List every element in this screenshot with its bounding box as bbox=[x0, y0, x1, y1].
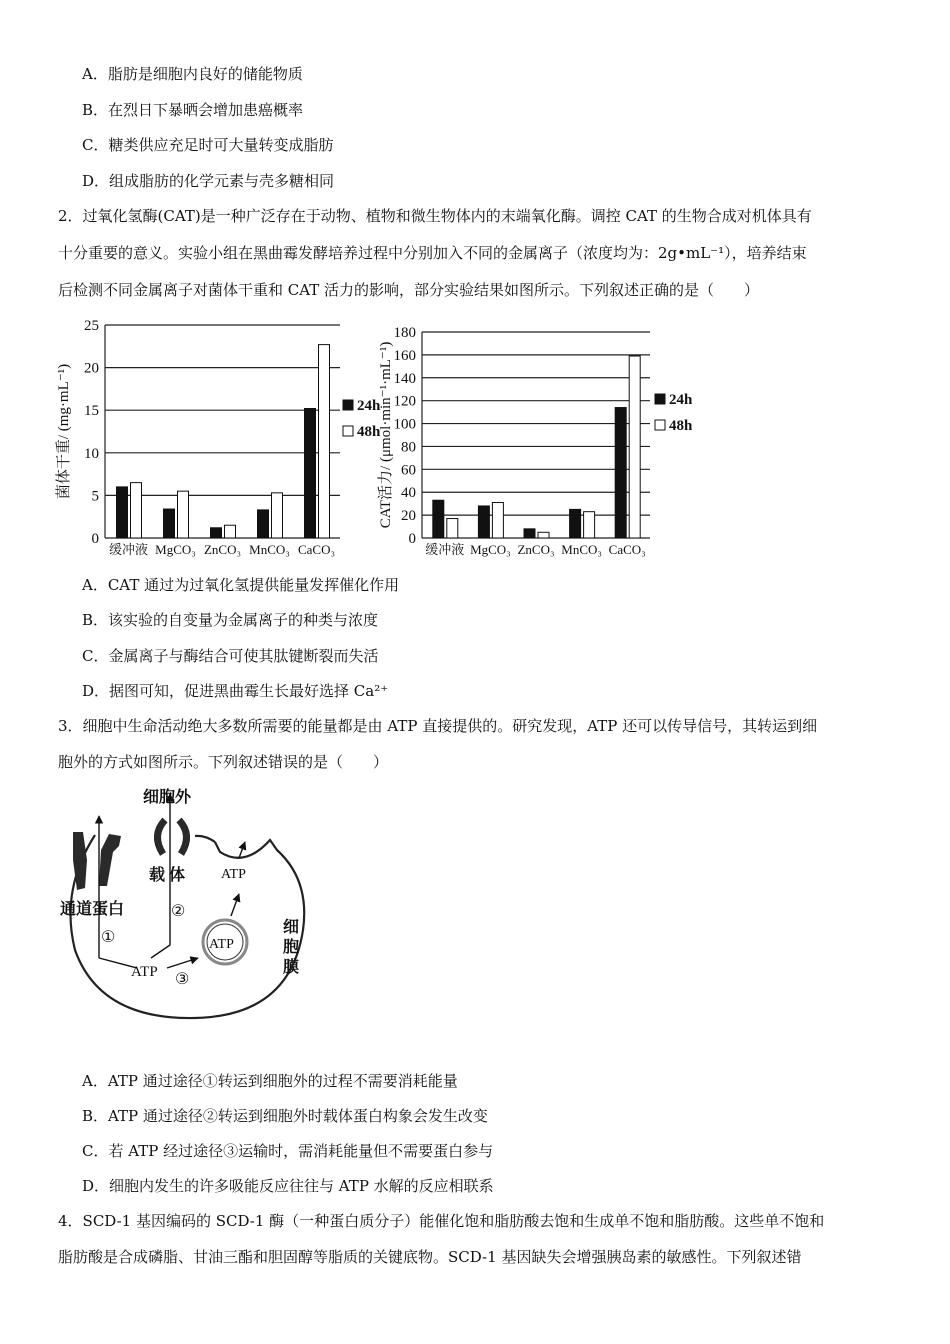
legend-label: 48h bbox=[669, 418, 693, 434]
y-tick-label: 5 bbox=[91, 488, 99, 505]
label-carrier: 载 体 bbox=[149, 867, 186, 884]
y-tick-label: 80 bbox=[401, 439, 416, 456]
legend-swatch bbox=[343, 426, 353, 436]
y-tick-label: 20 bbox=[84, 360, 99, 377]
bar-24h bbox=[117, 487, 128, 538]
y-axis-label: CAT活力/ (μmol·min⁻¹·mL⁻¹) bbox=[378, 341, 394, 529]
bar-24h bbox=[305, 408, 316, 538]
carrier-protein bbox=[157, 820, 165, 854]
x-tick-label: ZnCO₃ bbox=[517, 542, 555, 557]
q1-option-b: B．在烈日下暴晒会增加患癌概率 bbox=[82, 101, 304, 119]
y-tick-label: 120 bbox=[393, 393, 416, 410]
legend-label: 24h bbox=[357, 398, 381, 414]
y-tick-label: 160 bbox=[393, 347, 416, 364]
bar-24h bbox=[433, 500, 444, 538]
y-tick-label: 60 bbox=[401, 462, 416, 479]
label-atp-vesicle: ATP bbox=[209, 937, 234, 952]
q2-stem-line-2: 十分重要的意义。实验小组在黑曲霉发酵培养过程中分别加入不同的金属离子（浓度均为：2g•mL⁻¹），培养结束 bbox=[58, 244, 807, 262]
label-route-3: ③ bbox=[175, 971, 190, 988]
bar-24h bbox=[164, 509, 175, 538]
label-atp-inside: ATP bbox=[131, 964, 158, 980]
x-tick-label: MnCO₃ bbox=[249, 542, 290, 557]
x-tick-label: CaCO₃ bbox=[297, 542, 336, 557]
q2-charts bbox=[50, 310, 693, 570]
bar-48h bbox=[629, 356, 640, 538]
q2-option-d: D．据图可知，促进黑曲霉生长最好选择 Ca²⁺ bbox=[82, 682, 389, 700]
q3-option-b: B．ATP 通过途径②转运到细胞外时载体蛋白构象会发生改变 bbox=[82, 1107, 488, 1125]
q3-stem-line-1: 3．细胞中生命活动绝大多数所需要的能量都是由 ATP 直接提供的。研究发现，ATP 还可以传导信号，其转运到细 bbox=[58, 717, 818, 735]
label-route-2: ② bbox=[171, 903, 186, 920]
bar-48h bbox=[225, 525, 236, 538]
atp-transport-diagram bbox=[55, 780, 325, 1040]
bar-48h bbox=[538, 532, 549, 538]
q2-option-c: C．金属离子与酶结合可使其肽键断裂而失活 bbox=[82, 647, 379, 665]
y-axis-label: 菌体干重/ (mg·mL⁻¹) bbox=[56, 363, 72, 500]
label-atp-outside: ATP bbox=[221, 867, 246, 882]
x-tick-label: 缓冲液 bbox=[425, 542, 465, 557]
q3-stem-line-2: 胞外的方式如图所示。下列叙述错误的是（ ） bbox=[58, 753, 389, 771]
label-membrane-3: 膜 bbox=[283, 959, 300, 976]
q3-option-c: C．若 ATP 经过途径③运输时，需消耗能量但不需要蛋白参与 bbox=[82, 1142, 494, 1160]
bar-24h bbox=[478, 506, 489, 538]
y-tick-label: 10 bbox=[84, 445, 99, 462]
bar-48h bbox=[584, 512, 595, 538]
q2-option-a: A．CAT 通过为过氧化氢提供能量发挥催化作用 bbox=[82, 576, 400, 594]
cat-activity-chart bbox=[377, 325, 693, 557]
q2-stem-line-3: 后检测不同金属离子对菌体干重和 CAT 活力的影响，部分实验结果如图所示。下列叙述正确的是（ ） bbox=[58, 281, 760, 299]
legend-label: 48h bbox=[357, 424, 381, 440]
bar-48h bbox=[447, 519, 458, 538]
x-tick-label: 缓冲液 bbox=[108, 542, 149, 557]
y-tick-label: 20 bbox=[401, 508, 416, 525]
label-membrane-2: 胞 bbox=[283, 939, 300, 956]
label-route-1: ① bbox=[101, 929, 116, 946]
y-tick-label: 40 bbox=[401, 485, 416, 502]
y-tick-label: 0 bbox=[408, 531, 416, 547]
q2-option-b: B．该实验的自变量为金属离子的种类与浓度 bbox=[82, 611, 379, 629]
x-tick-label: MgCO₃ bbox=[155, 542, 196, 557]
bar-48h bbox=[272, 493, 283, 538]
q1-option-d: D．组成脂肪的化学元素与壳多糖相同 bbox=[82, 172, 335, 190]
bar-48h bbox=[319, 345, 330, 538]
label-outside: 细胞外 bbox=[143, 789, 192, 806]
x-tick-label: CaCO₃ bbox=[608, 542, 646, 557]
x-tick-label: ZnCO₃ bbox=[203, 542, 242, 557]
y-tick-label: 0 bbox=[91, 531, 99, 547]
q1-option-c: C．糖类供应充足时可大量转变成脂肪 bbox=[82, 136, 334, 154]
y-tick-label: 100 bbox=[393, 416, 416, 433]
q3-option-a: A．ATP 通过途径①转运到细胞外的过程不需要消耗能量 bbox=[82, 1072, 458, 1090]
x-tick-label: MnCO₃ bbox=[561, 542, 602, 557]
x-tick-label: MgCO₃ bbox=[470, 542, 511, 557]
y-tick-label: 140 bbox=[393, 370, 416, 387]
bar-48h bbox=[178, 491, 189, 538]
bar-24h bbox=[570, 509, 581, 538]
y-tick-label: 25 bbox=[84, 318, 99, 334]
bar-48h bbox=[131, 483, 142, 538]
bar-24h bbox=[211, 528, 222, 538]
legend-swatch bbox=[655, 394, 665, 404]
y-tick-label: 180 bbox=[393, 325, 416, 341]
label-channel: 通道蛋白 bbox=[60, 901, 125, 918]
bar-24h bbox=[258, 510, 269, 538]
legend-swatch bbox=[343, 400, 353, 410]
q3-option-d: D．细胞内发生的许多吸能反应往往与 ATP 水解的反应相联系 bbox=[82, 1177, 494, 1195]
q4-stem-line-1: 4．SCD-1 基因编码的 SCD-1 酶（一种蛋白质分子）能催化饱和脂肪酸去饱和生成单不饱和脂肪酸。这些单不饱和 bbox=[58, 1212, 825, 1230]
bar-48h bbox=[492, 503, 503, 538]
bar-24h bbox=[615, 408, 626, 538]
bar-24h bbox=[524, 529, 535, 538]
label-membrane-1: 细 bbox=[283, 919, 300, 936]
y-tick-label: 15 bbox=[84, 403, 99, 420]
q2-stem-line-1: 2．过氧化氢酶(CAT)是一种广泛存在于动物、植物和微生物体内的末端氧化酶。调控 CAT 的生物合成对机体具有 bbox=[58, 207, 812, 225]
q4-stem-line-2: 脂肪酸是合成磷脂、甘油三酯和胆固醇等脂质的关键底物。SCD-1 基因缺失会增强胰岛素的敏感性。下列叙述错 bbox=[58, 1248, 802, 1266]
dry-weight-chart bbox=[54, 318, 381, 557]
q1-option-a: A．脂肪是细胞内良好的储能物质 bbox=[82, 65, 303, 83]
legend-label: 24h bbox=[669, 392, 693, 408]
legend-swatch bbox=[655, 420, 665, 430]
